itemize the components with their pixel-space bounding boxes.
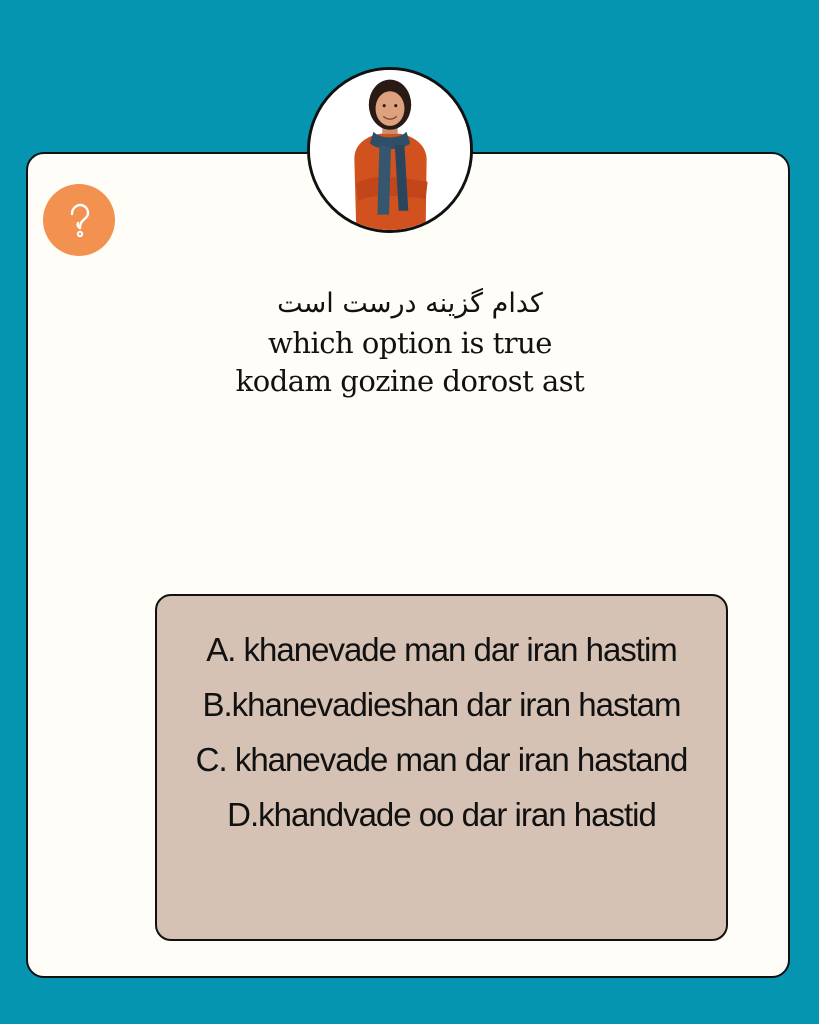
question-english: which option is true bbox=[268, 326, 552, 360]
option-c[interactable]: C. khanevade man dar iran hastand bbox=[195, 741, 688, 778]
option-b[interactable]: B.khanevadieshan dar iran hastam bbox=[202, 686, 681, 723]
option-d[interactable]: D.khandvade oo dar iran hastid bbox=[227, 796, 656, 833]
help-badge[interactable] bbox=[43, 184, 115, 256]
question-text bbox=[140, 284, 680, 400]
question-persian: کدام گزینه درست است bbox=[277, 288, 543, 319]
question-transliteration: kodam gozine dorost ast bbox=[235, 364, 585, 398]
avatar bbox=[307, 67, 473, 233]
question-mark-icon bbox=[59, 200, 99, 240]
person-photo-icon bbox=[310, 70, 470, 230]
option-a[interactable]: A. khanevade man dar iran hastim bbox=[206, 631, 677, 668]
options-list bbox=[155, 622, 728, 842]
